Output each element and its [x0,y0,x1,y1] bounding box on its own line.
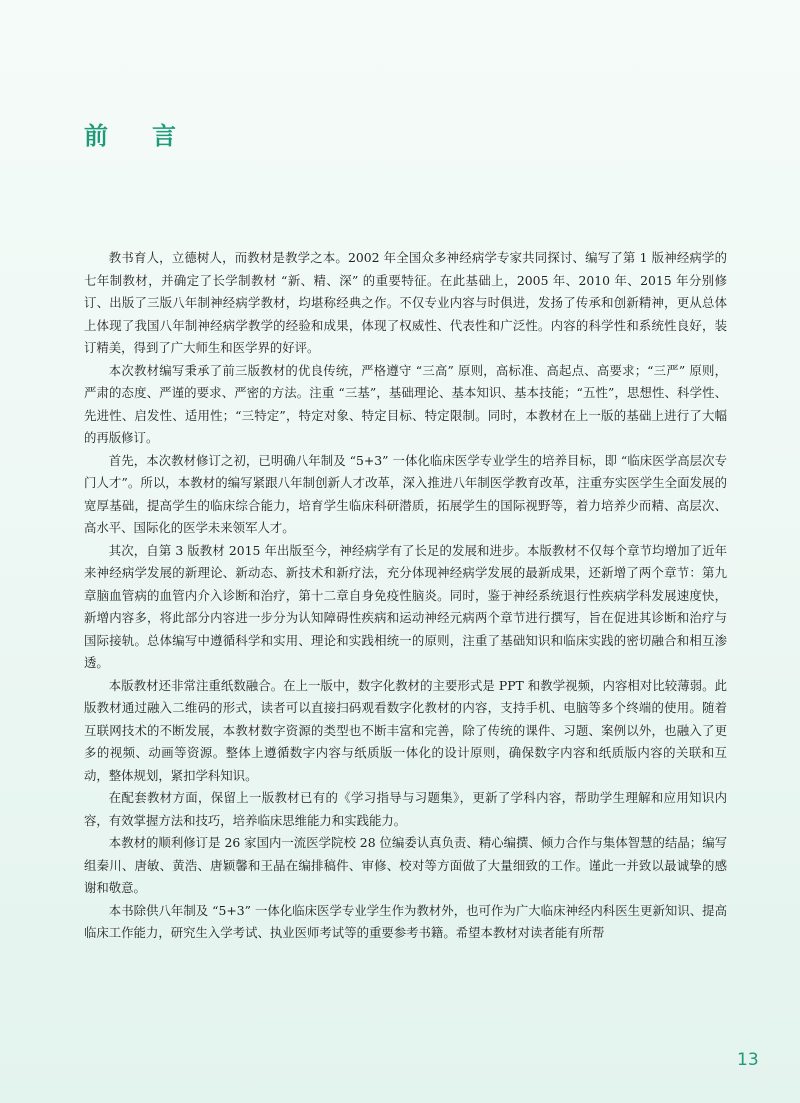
paragraph: 教书育人，立德树人，而教材是教学之本。2002 年全国众多神经病学专家共同探讨、编写了第 1 版神经病学的七年制教材，并确定了长学制教材 “新、精、深” 的重要特征。在此基础上，2005 年、2010 年、2015 年分别修订、出版了三版八年制神经病学教材，均堪称经典之作。不仅专业内容与时俱进，发扬了传承和创新精神，更从总体上体现了我国八年制神经病学教学的经验和成果，体现了权威性、代表性和广泛性。内容的科学性和系统性良好，装订精美，得到了广大师生和医学界的好评。 [84,250,727,355]
paragraph: 在配套教材方面，保留上一版教材已有的《学习指导与习题集》，更新了学科内容，帮助学生理解和应用知识内容，有效掌握方法和技巧，培养临床思维能力和实践能力。 [84,790,727,828]
paragraph: 其次，自第 3 版教材 2015 年出版至今，神经病学有了长足的发展和进步。本版教材不仅每个章节均增加了近年来神经病学发展的新理论、新动态、新技术和新疗法，充分体现神经病学发展的最新成果，还新增了两个章节：第九章脑血管病的血管内介入诊断和治疗，第十二章自身免疫性脑炎。同时，鉴于神经系统退行性疾病学科发展速度快，新增内容多，将此部分内容进一步分为认知障碍性疾病和运动神经元病两个章节进行撰写，旨在促进其诊断和治疗与国际接轨。总体编写中遵循科学和实用、理论和实践相统一的原则，注重了基础知识和临床实践的密切融合和相互渗透。 [84,542,727,670]
page-number: 13 [737,1050,759,1070]
paragraph: 本教材的顺利修订是 26 家国内一流医学院校 28 位编委认真负责、精心编撰、倾力合作与集体智慧的结晶；编写组秦川、唐敏、黄浩、唐颖馨和王晶在编排稿件、审修、校对等方面做了大量细致的工作。谨此一并致以最诚挚的感谢和敬意。 [84,835,727,895]
page-title: 前言 [84,122,220,150]
paragraph: 首先，本次教材修订之初，已明确八年制及 “5+3” 一体化临床医学专业学生的培养目标，即 “临床医学高层次专门人才”。所以，本教材的编写紧跟八年制创新人才改革，深入推进八年制医学教育改革，注重夯实医学生全面发展的宽厚基础，提高学生的临床综合能力，培育学生临床科研潜质，拓展学生的国际视野等，着力培养少而精、高层次、高水平、国际化的医学未来领军人才。 [84,452,727,535]
paragraph: 本次教材编写秉承了前三版教材的优良传统，严格遵守 “三高” 原则，高标准、高起点、高要求；“三严” 原则，严肃的态度、严谨的要求、严密的方法。注重 “三基”，基础理论、基本知识、基本技能；“五性”，思想性、科学性、先进性、启发性、适用性；“三特定”，特定对象、特定目标、特定限制。同时，本教材在上一版的基础上进行了大幅的再版修订。 [84,362,727,445]
paragraph: 本版教材还非常注重纸数融合。在上一版中，数字化教材的主要形式是 PPT 和教学视频，内容相对比较薄弱。此版教材通过融入二维码的形式，读者可以直接扫码观看数字化教材的内容，支持手机、电脑等多个终端的使用。随着互联网技术的不断发展，本教材数字资源的类型也不断丰富和完善，除了传统的课件、习题、案例以外，也融入了更多的视频、动画等资源。整体上遵循数字内容与纸质版一体化的设计原则，确保数字内容和纸质版内容的关联和互动，整体规划，紧扣学科知识。 [84,677,727,783]
paragraph: 本书除供八年制及 “5+3” 一体化临床医学专业学生作为教材外，也可作为广大临床神经内科医生更新知识、提高临床工作能力，研究生入学考试、执业医师考试等的重要参考书籍。希望本教材对读者能有所帮 [84,902,727,940]
preface-body [84,247,727,945]
